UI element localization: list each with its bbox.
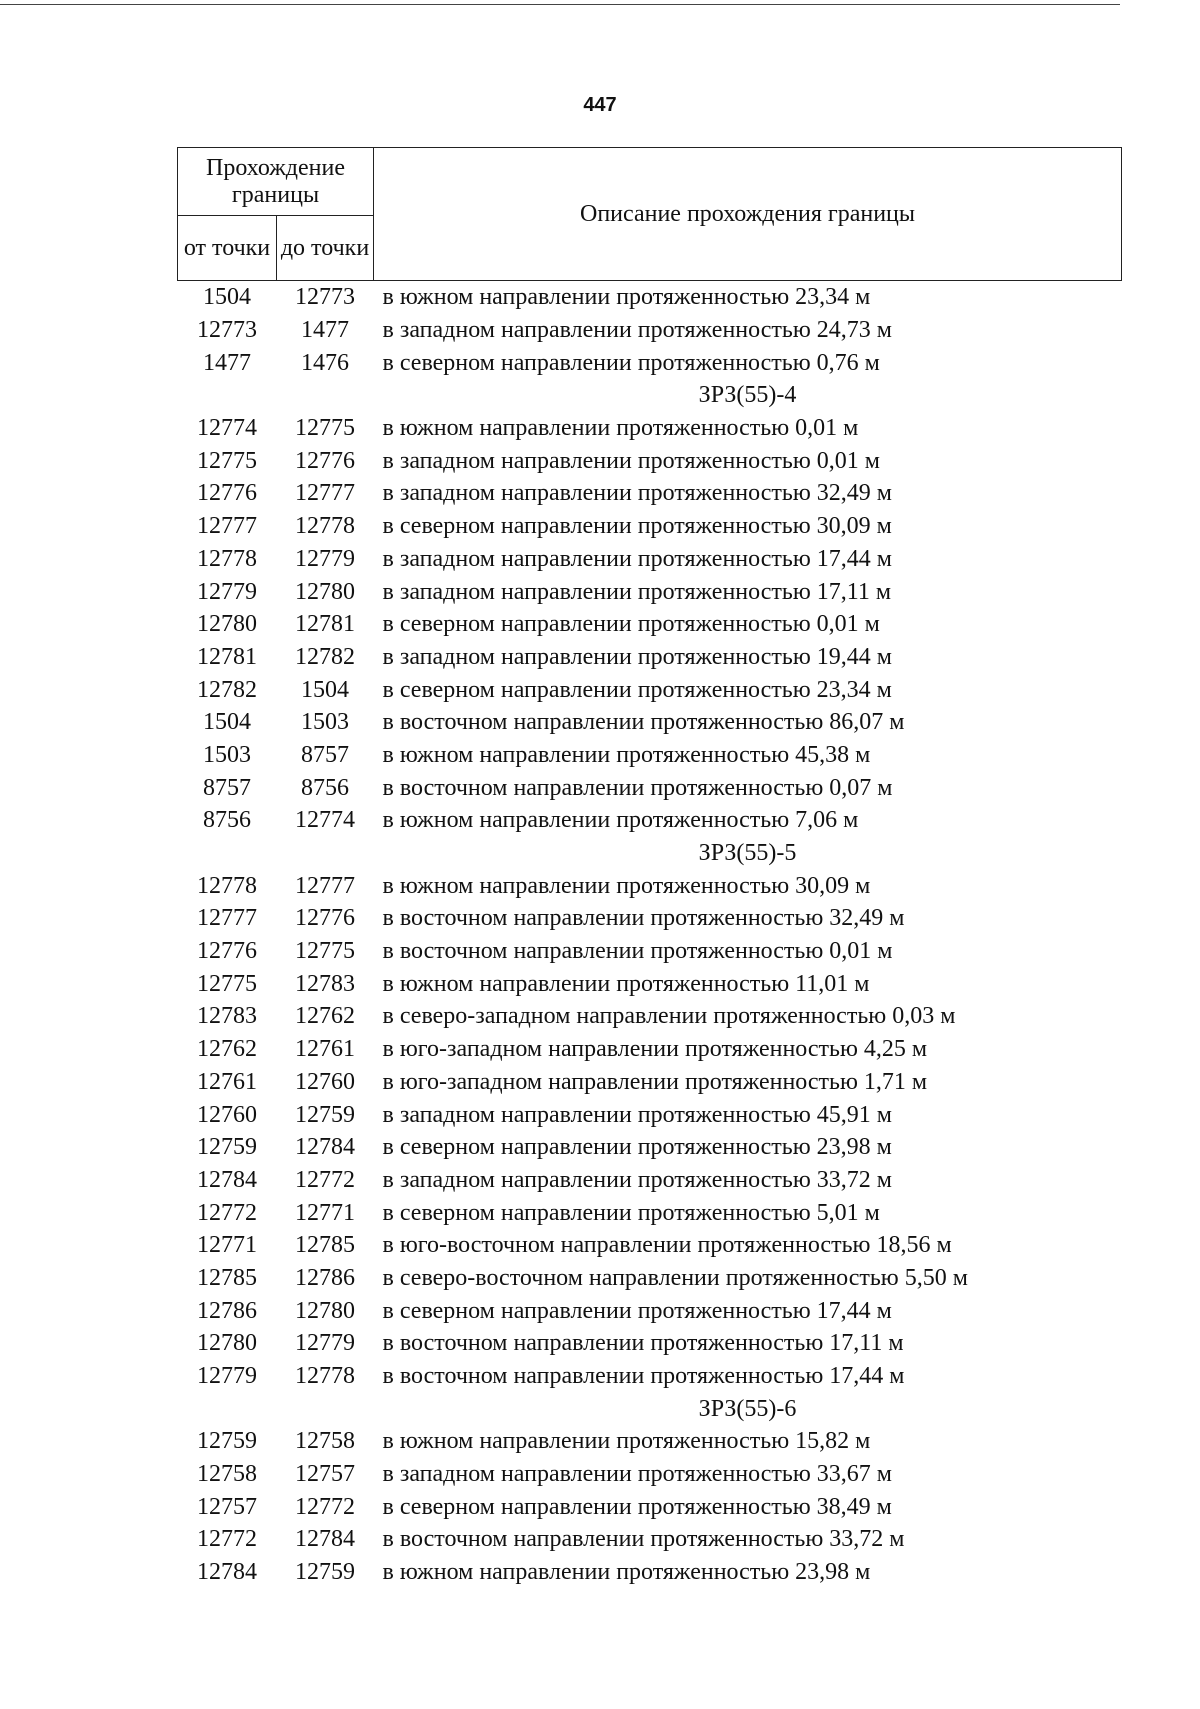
table-row: [178, 739, 1122, 772]
description-cell: в западном направлении протяженностью 17,44 м: [382, 545, 892, 572]
description-cell: в северном направлении протяженностью 0,01 м: [382, 611, 880, 638]
description-cell: в северном направлении протяженностью 17,44 м: [382, 1297, 892, 1324]
table-row: [178, 575, 1122, 608]
header-from-point: от точки: [178, 216, 277, 281]
description-cell: в западном направлении протяженностью 33,67 м: [382, 1461, 892, 1488]
description-cell: в южном направлении протяженностью 15,82 м: [382, 1428, 871, 1455]
to-point-cell: 12773: [295, 284, 355, 311]
to-point-cell: 12785: [295, 1232, 355, 1259]
description-cell: в западном направлении протяженностью 45,91 м: [382, 1101, 892, 1128]
table-row: [178, 608, 1122, 641]
table-body: [178, 281, 1122, 1589]
description-cell: в северном направлении протяженностью 5,01 м: [382, 1199, 880, 1226]
table-row: [178, 641, 1122, 674]
from-point-cell: 12784: [197, 1166, 257, 1193]
to-point-cell: 12783: [295, 970, 355, 997]
description-cell: в южном направлении протяженностью 23,98 м: [382, 1559, 871, 1586]
to-point-cell: 1503: [301, 709, 349, 736]
from-point-cell: 12760: [197, 1101, 257, 1128]
to-point-cell: 12761: [295, 1036, 355, 1063]
description-cell: в северном направлении протяженностью 30,09 м: [382, 513, 892, 540]
to-point-cell: 8756: [301, 774, 349, 801]
from-point-cell: 12759: [197, 1134, 257, 1161]
table-row: [178, 1327, 1122, 1360]
table-row: [178, 869, 1122, 902]
description-cell: в южном направлении протяженностью 7,06 м: [382, 807, 859, 834]
from-point-cell: 12759: [197, 1428, 257, 1455]
description-cell: в западном направлении протяженностью 32,49 м: [382, 480, 892, 507]
description-cell: в северном направлении протяженностью 38,49 м: [382, 1493, 892, 1520]
from-point-cell: 1503: [203, 741, 251, 768]
section-row: [178, 379, 1122, 412]
table-row: [178, 1490, 1122, 1523]
from-point-cell: 8756: [203, 807, 251, 834]
table-row: [178, 902, 1122, 935]
header-to-point: до точки: [277, 216, 374, 281]
table-row: [178, 1131, 1122, 1164]
from-point-cell: 12782: [197, 676, 257, 703]
from-point-cell: 12779: [197, 578, 257, 605]
to-point-cell: 12758: [295, 1428, 355, 1455]
description-cell: в северном направлении протяженностью 23,34 м: [382, 676, 892, 703]
description-cell: в южном направлении протяженностью 45,38 м: [382, 741, 871, 768]
table-row: [178, 935, 1122, 968]
from-point-cell: 12784: [197, 1559, 257, 1586]
from-point-cell: 12771: [197, 1232, 257, 1259]
table-row: [178, 1033, 1122, 1066]
from-point-cell: 12772: [197, 1199, 257, 1226]
table-row: [178, 543, 1122, 576]
to-point-cell: 12775: [295, 415, 355, 442]
table-row: [178, 1066, 1122, 1099]
to-point-cell: 1504: [301, 676, 349, 703]
description-cell: в южном направлении протяженностью 23,34 м: [382, 284, 871, 311]
to-point-cell: 12778: [295, 1363, 355, 1390]
table-row: [178, 1164, 1122, 1197]
description-cell: в юго-западном направлении протяженностью 1,71 м: [382, 1068, 928, 1095]
table-row: [178, 346, 1122, 379]
from-point-cell: 12758: [197, 1461, 257, 1488]
to-point-cell: 12759: [295, 1101, 355, 1128]
to-point-cell: 12782: [295, 643, 355, 670]
to-point-cell: 1476: [301, 349, 349, 376]
description-cell: в западном направлении протяженностью 33,72 м: [382, 1166, 892, 1193]
description-cell: в восточном направлении протяженностью 86,07 м: [382, 709, 905, 736]
to-point-cell: 12777: [295, 872, 355, 899]
table-row: [178, 804, 1122, 837]
to-point-cell: 12778: [295, 513, 355, 540]
section-title: ЗРЗ(55)-4: [698, 382, 797, 409]
table-row: [178, 1425, 1122, 1458]
to-point-cell: 12759: [295, 1559, 355, 1586]
table-header: [178, 148, 1122, 281]
description-cell: в южном направлении протяженностью 0,01 м: [382, 415, 859, 442]
table-row: [178, 967, 1122, 1000]
from-point-cell: 12757: [197, 1493, 257, 1520]
from-point-cell: 12780: [197, 1330, 257, 1357]
to-point-cell: 12777: [295, 480, 355, 507]
page-number: 447: [583, 94, 617, 116]
to-point-cell: 12762: [295, 1003, 355, 1030]
description-cell: в северо-восточном направлении протяженностью 5,50 м: [382, 1264, 968, 1291]
from-point-cell: 12762: [197, 1036, 257, 1063]
table-row: [178, 1229, 1122, 1262]
to-point-cell: 12760: [295, 1068, 355, 1095]
table-row: [178, 1556, 1122, 1589]
table-row: [178, 281, 1122, 314]
to-point-cell: 12775: [295, 938, 355, 965]
from-point-cell: 12785: [197, 1264, 257, 1291]
from-point-cell: 12776: [197, 938, 257, 965]
from-point-cell: 12773: [197, 317, 257, 344]
description-cell: в восточном направлении протяженностью 0,01 м: [382, 938, 893, 965]
to-point-cell: 12772: [295, 1166, 355, 1193]
to-point-cell: 12774: [295, 807, 355, 834]
description-cell: в юго-восточном направлении протяженностью 18,56 м: [382, 1232, 952, 1259]
table-row: [178, 1294, 1122, 1327]
from-point-cell: 12777: [197, 513, 257, 540]
from-point-cell: 12781: [197, 643, 257, 670]
description-cell: в южном направлении протяженностью 30,09 м: [382, 872, 871, 899]
table-row: [178, 1458, 1122, 1491]
description-cell: в западном направлении протяженностью 24,73 м: [382, 317, 892, 344]
description-cell: в северном направлении протяженностью 0,76 м: [382, 349, 880, 376]
table-row: [178, 477, 1122, 510]
from-point-cell: 12778: [197, 545, 257, 572]
description-cell: в западном направлении протяженностью 17,11 м: [382, 578, 892, 605]
from-point-cell: 12776: [197, 480, 257, 507]
to-point-cell: 12757: [295, 1461, 355, 1488]
to-point-cell: 12780: [295, 1297, 355, 1324]
description-cell: в юго-западном направлении протяженностью 4,25 м: [382, 1036, 928, 1063]
to-point-cell: 1477: [301, 317, 349, 344]
to-point-cell: 12780: [295, 578, 355, 605]
to-point-cell: 12776: [295, 447, 355, 474]
description-cell: в восточном направлении протяженностью 33,72 м: [382, 1526, 905, 1553]
section-title: ЗРЗ(55)-5: [698, 840, 797, 867]
from-point-cell: 12775: [197, 447, 257, 474]
from-point-cell: 12772: [197, 1526, 257, 1553]
table-row: [178, 673, 1122, 706]
description-cell: в восточном направлении протяженностью 32,49 м: [382, 905, 905, 932]
from-point-cell: 12774: [197, 415, 257, 442]
from-point-cell: 1477: [203, 349, 251, 376]
to-point-cell: 8757: [301, 741, 349, 768]
header-description: Описание прохождения границы: [374, 148, 1122, 281]
boundary-table: [177, 147, 1122, 1589]
from-point-cell: 12786: [197, 1297, 257, 1324]
from-point-cell: 12777: [197, 905, 257, 932]
to-point-cell: 12772: [295, 1493, 355, 1520]
from-point-cell: 1504: [203, 284, 251, 311]
to-point-cell: 12786: [295, 1264, 355, 1291]
table-row: [178, 1360, 1122, 1393]
table-row: [178, 1523, 1122, 1556]
to-point-cell: 12784: [295, 1526, 355, 1553]
table-row: [178, 771, 1122, 804]
to-point-cell: 12781: [295, 611, 355, 638]
table-row: [178, 1098, 1122, 1131]
to-point-cell: 12779: [295, 545, 355, 572]
to-point-cell: 12784: [295, 1134, 355, 1161]
from-point-cell: 12761: [197, 1068, 257, 1095]
table-row: [178, 314, 1122, 347]
to-point-cell: 12779: [295, 1330, 355, 1357]
table-row: [178, 510, 1122, 543]
description-cell: в северо-западном направлении протяженностью 0,03 м: [382, 1003, 956, 1030]
description-cell: в восточном направлении протяженностью 0,07 м: [382, 774, 893, 801]
to-point-cell: 12771: [295, 1199, 355, 1226]
description-cell: в восточном направлении протяженностью 17,44 м: [382, 1363, 905, 1390]
table-row: [178, 1262, 1122, 1295]
table-row: [178, 1000, 1122, 1033]
to-point-cell: 12776: [295, 905, 355, 932]
table-row: [178, 444, 1122, 477]
header-boundary-passage: Прохождение границы: [178, 148, 374, 216]
description-cell: в северном направлении протяженностью 23,98 м: [382, 1134, 892, 1161]
from-point-cell: 12775: [197, 970, 257, 997]
from-point-cell: 12779: [197, 1363, 257, 1390]
section-row: [178, 837, 1122, 870]
from-point-cell: 1504: [203, 709, 251, 736]
description-cell: в западном направлении протяженностью 19,44 м: [382, 643, 892, 670]
table-row: [178, 706, 1122, 739]
table-row: [178, 1196, 1122, 1229]
description-cell: в южном направлении протяженностью 11,01 м: [382, 970, 870, 997]
section-row: [178, 1392, 1122, 1425]
from-point-cell: 12780: [197, 611, 257, 638]
table-row: [178, 412, 1122, 445]
description-cell: в восточном направлении протяженностью 17,11 м: [382, 1330, 904, 1357]
from-point-cell: 8757: [203, 774, 251, 801]
top-edge-rule: [0, 4, 1120, 5]
section-title: ЗРЗ(55)-6: [698, 1395, 797, 1422]
description-cell: в западном направлении протяженностью 0,01 м: [382, 447, 880, 474]
from-point-cell: 12783: [197, 1003, 257, 1030]
from-point-cell: 12778: [197, 872, 257, 899]
